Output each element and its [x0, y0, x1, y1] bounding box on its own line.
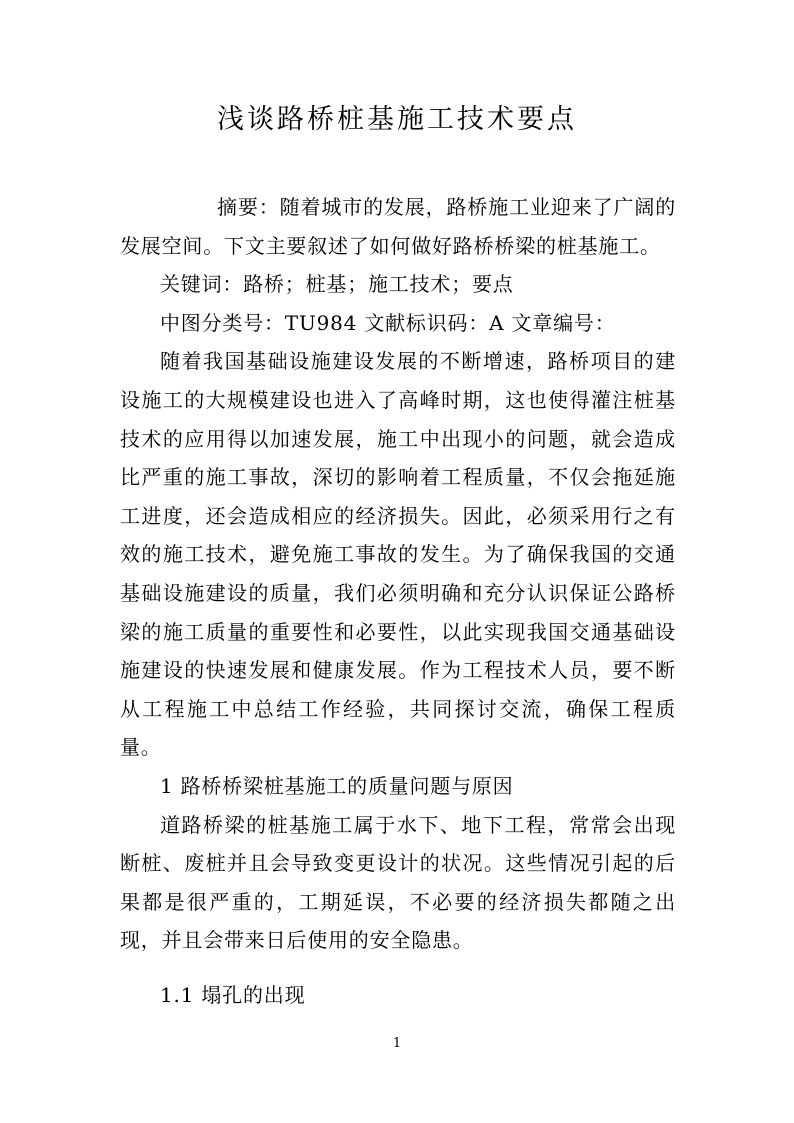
page-number: 1 — [392, 1036, 402, 1051]
section-1-1-heading: 1.1 塌孔的出现 — [160, 982, 306, 1007]
section-1-paragraph: 道路桥梁的桩基施工属于水下、地下工程，常常会出现断桩、废桩并且会导致变更设计的状况。这些情况引起的后果都是很严重的，工期延误，不必要的经济损失都随之出现，并且会带来日后使用的安全隐患。 — [120, 812, 676, 953]
intro-paragraph: 随着我国基础设施建设发展的不断增速，路桥项目的建设施工的大规模建设也进入了高峰时期，这也使得灌注桩基技术的应用得以加速发展，施工中出现小的问题，就会造成比严重的施工事故，深切的影响着工程质量，不仅会拖延施工进度，还会造成相应的经济损失。因此，必须采用行之有效的施工技术，避免施工事故的发生。为了确保我国的交通基础设施建设的质量，我们必须明确和充分认识保证公路桥梁的施工质量的重要性和必要性，以此实现我国交通基础设施建设的快速发展和健康发展。作为工程技术人员，要不断从工程施工中总结工作经验，共同探讨交流，确保工程质量。 — [120, 349, 676, 760]
document-body — [120, 188, 676, 1014]
abstract-paragraph: 摘要：随着城市的发展，路桥施工业迎来了广阔的发展空间。下文主要叙述了如何做好路桥桥梁的桩基施工。 — [120, 195, 676, 258]
document-title: 浅谈路桥桩基施工技术要点 — [217, 104, 577, 135]
classification-line: 中图分类号：TU984 文献标识码：A 文章编号： — [160, 310, 616, 335]
keywords-line: 关键词：路桥；桩基；施工技术；要点 — [160, 272, 514, 297]
section-1-heading: 1 路桥桥梁桩基施工的质量问题与原因 — [160, 773, 514, 798]
